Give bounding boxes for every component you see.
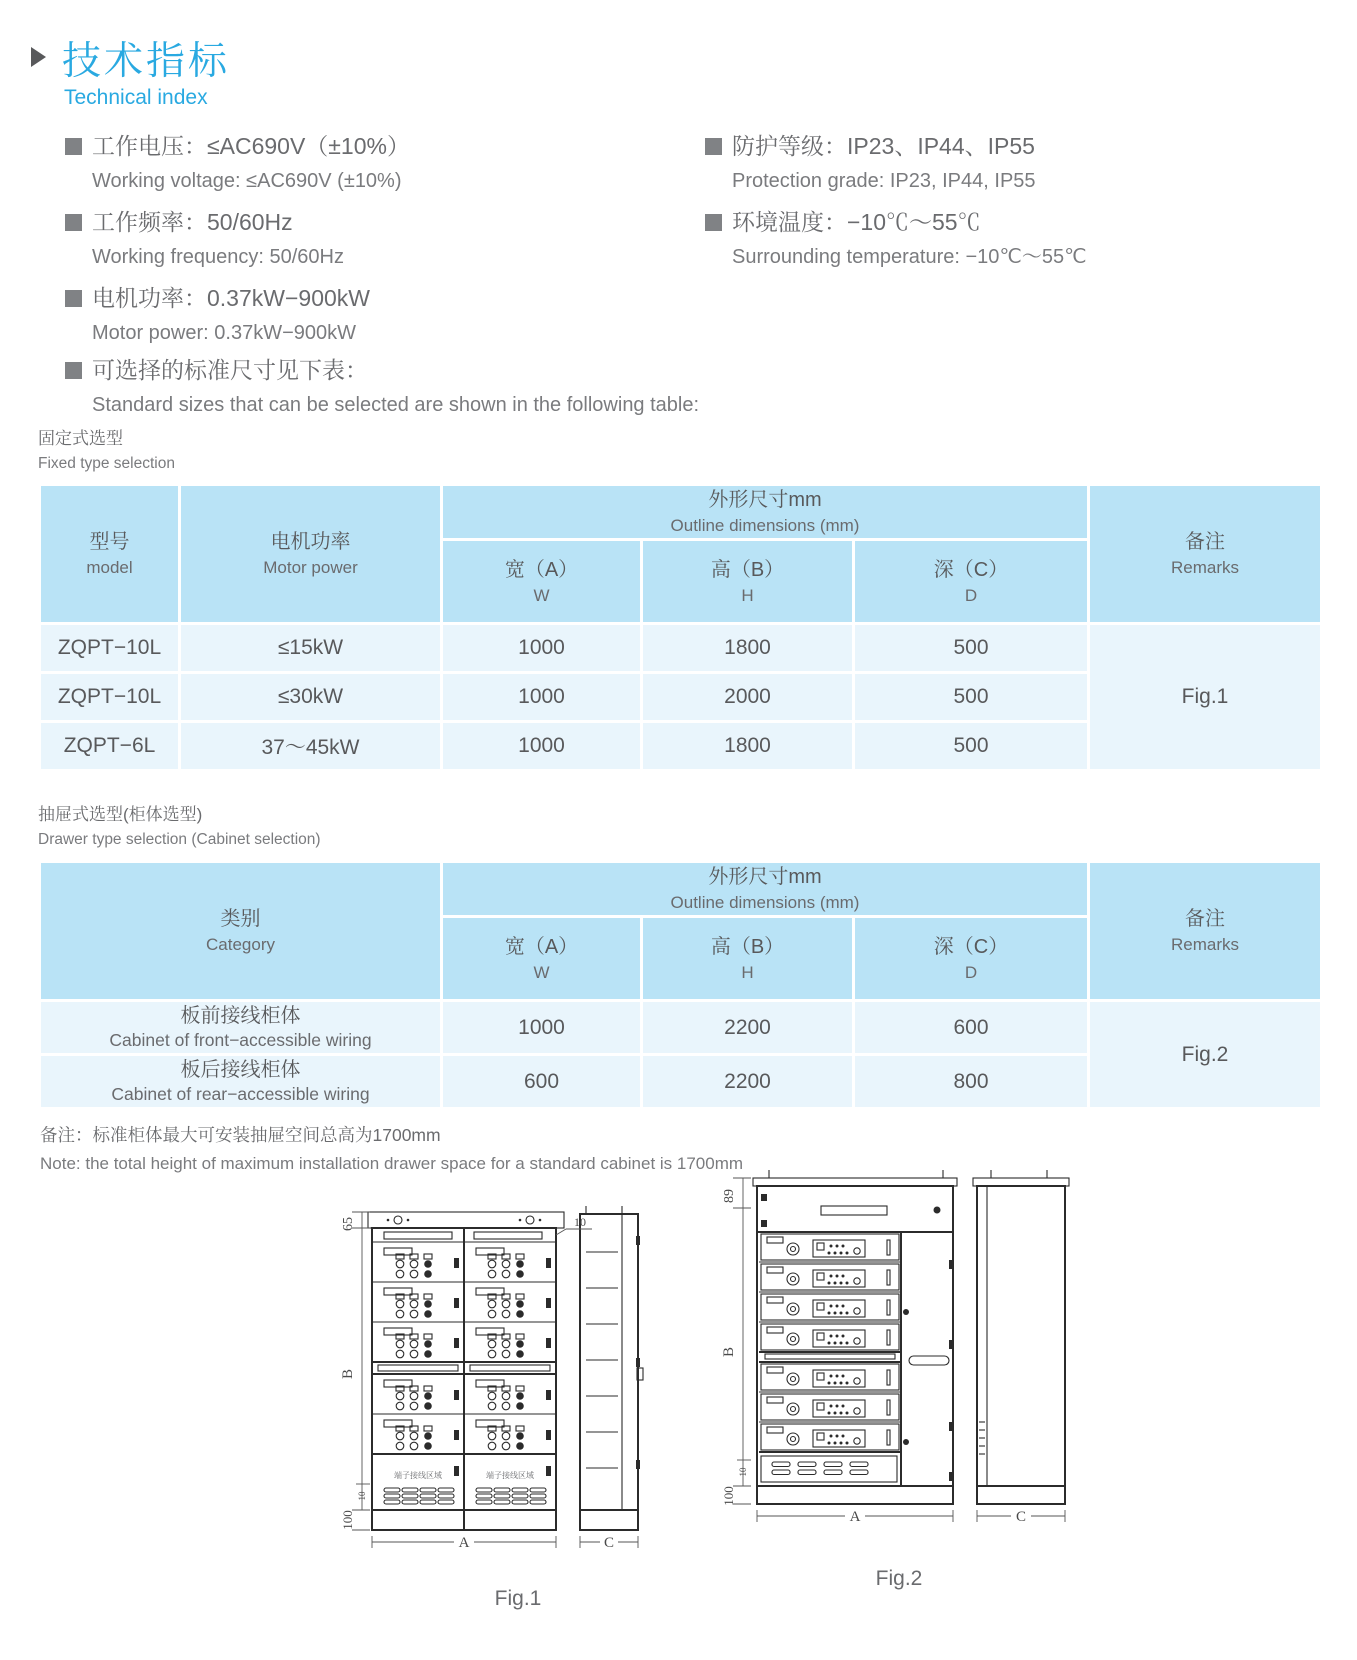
cell-category [40,1001,442,1055]
cell-model: ZQPT−10L [40,624,180,673]
fixed-table-section-label [38,424,175,473]
spec-item-temperature [705,204,1310,274]
header-motor-en: Motor power [263,558,358,577]
cell-width: 1000 [442,624,642,673]
col-header-remarks [1089,862,1322,1001]
page-title-cn: 技术指标 [62,40,231,83]
header-w-cn: 宽（A） [504,935,579,958]
header-category-cn: 类别 [220,908,261,930]
fig1-caption: Fig.1 [494,1587,542,1610]
col-header-category [40,862,442,1001]
header-remarks-cn: 备注 [1185,908,1225,930]
spec-cn-text: 工作频率：50/60Hz [92,209,293,235]
fig1-dim-vent: 10 [357,1491,367,1501]
cell-depth: 500 [854,673,1089,722]
header-remarks-cn: 备注 [1185,531,1225,553]
col-header-height [642,917,854,1001]
cell-height: 1800 [642,722,854,771]
header-h-cn: 高（B） [710,935,785,958]
spec-cn-text: 工作电压：≤AC690V（±10%） [92,133,410,159]
header-remarks-en: Remarks [1170,558,1239,577]
cell-depth: 600 [854,1001,1089,1055]
bullet-square-icon [65,214,82,231]
fig1-dim-base: 100 [340,1510,355,1530]
fig2-dim-vent: 10 [738,1467,748,1477]
cell-category-cn: 板前接线柜体 [180,1005,301,1027]
header-d-cn: 深（C） [933,935,1009,958]
spec-item-motor-power [65,280,705,350]
section-label-cn: 抽屉式选型(柜体选型) [38,805,203,824]
cell-remark: Fig.1 [1089,624,1322,771]
fig1-block [322,1198,714,1611]
spec-item-frequency [65,204,705,274]
fig1-dim-top: 65 [341,1217,356,1231]
fig1-front-view [368,1212,564,1530]
bullet-square-icon [65,362,82,379]
header-outline-en: Outline dimensions (mm) [670,893,860,912]
spec-en-text: Protection grade: IP23, IP44, IP55 [732,170,1036,192]
spec-en-text: Standard sizes that can be selected are shown in the following table: [92,394,700,416]
fixed-type-table [38,483,1323,772]
note-cn: 备注：标准柜体最大可安装抽屉空间总高为1700mm [40,1125,441,1145]
header-d-en: D [964,585,978,605]
header-outline-en: Outline dimensions (mm) [670,516,860,535]
col-header-model [40,485,180,624]
fig2-caption: Fig.2 [875,1567,923,1590]
spec-en-text: Surrounding temperature: −10℃～55℃ [732,246,1087,268]
fig1-terminal-label: 端子接线区域 [394,1471,442,1480]
col-header-height [642,540,854,624]
header-model-cn: 型号 [89,531,130,553]
spec-en-text: Motor power: 0.37kW−900kW [92,322,356,344]
cell-model: ZQPT−6L [40,722,180,771]
header-h-en: H [741,585,754,605]
cell-height: 2000 [642,673,854,722]
fig2-block [703,1160,1095,1591]
header-w-en: W [533,585,550,605]
bullet-square-icon [705,138,722,155]
header-outline-cn: 外形尺寸mm [708,866,822,888]
fig1-cabinet-drawing [322,1198,714,1556]
cell-height: 2200 [642,1055,854,1109]
fig1-side-view [580,1206,643,1530]
header-w-cn: 宽（A） [504,558,579,581]
cell-model: ZQPT−10L [40,673,180,722]
col-header-width [442,540,642,624]
cell-category [40,1055,442,1109]
cell-width: 600 [442,1055,642,1109]
cell-width: 1000 [442,1001,642,1055]
fig1-dim-height: B [340,1368,356,1380]
spec-cn-text: 可选择的标准尺寸见下表： [92,357,368,383]
fig2-dim-base: 100 [721,1486,736,1506]
fig2-dim-depth: C [1015,1509,1027,1525]
header-w-en: W [533,962,550,982]
table-row [40,624,1322,673]
header-model-en: model [86,558,133,577]
cell-motor: ≤30kW [180,673,442,722]
fig1-dim-top-right: 10 [574,1215,586,1229]
fig2-dim-width: A [849,1509,861,1525]
col-header-outline [442,485,1089,540]
cell-motor: 37～45kW [180,722,442,771]
cell-depth: 500 [854,722,1089,771]
section-label-en: Drawer type selection (Cabinet selection) [38,831,321,848]
cell-category-en: Cabinet of rear−accessible wiring [111,1084,370,1104]
spec-en-text: Working voltage: ≤AC690V (±10%) [92,170,402,192]
spec-column-left [65,128,705,356]
fig1-dim-width: A [458,1535,470,1551]
col-header-depth [854,540,1089,624]
cell-category-en: Cabinet of front−accessible wiring [109,1030,372,1050]
drawer-type-table [38,860,1323,1110]
spec-cn-text: 电机功率：0.37kW−900kW [92,285,370,311]
cell-remark: Fig.2 [1089,1001,1322,1109]
section-arrow-icon [31,47,46,67]
col-header-motor-power [180,485,442,624]
fig2-side-view [973,1170,1069,1504]
fig1-terminal-label: 端子接线区域 [486,1471,534,1480]
col-header-remarks [1089,485,1322,624]
page-title-en: Technical index [64,86,208,109]
cell-width: 1000 [442,673,642,722]
cell-depth: 500 [854,624,1089,673]
cell-motor: ≤15kW [180,624,442,673]
header-remarks-en: Remarks [1170,935,1239,954]
fig2-front-view [753,1170,957,1504]
header-d-cn: 深（C） [933,558,1009,581]
cell-category-cn: 板后接线柜体 [180,1059,301,1081]
bullet-square-icon [705,214,722,231]
fig1-dim-depth: C [603,1535,615,1551]
drawer-table-section-label [38,800,321,849]
table-note [40,1122,743,1174]
cell-height: 1800 [642,624,854,673]
spec-cn-text: 环境温度：−10℃～55℃ [732,209,981,235]
header-h-en: H [741,962,754,982]
spec-cn-text: 防护等级：IP23、IP44、IP55 [732,133,1035,159]
spec-item-standard-sizes [65,352,699,422]
col-header-width [442,917,642,1001]
section-label-en: Fixed type selection [38,455,175,472]
header-d-en: D [964,962,978,982]
spec-en-text: Working frequency: 50/60Hz [92,246,344,268]
header-motor-cn: 电机功率 [270,531,351,553]
section-label-cn: 固定式选型 [38,429,123,448]
header-h-cn: 高（B） [710,558,785,581]
fig2-dim-height: B [721,1346,737,1358]
cell-width: 1000 [442,722,642,771]
spec-item-protection [705,128,1310,198]
col-header-outline [442,862,1089,917]
bullet-square-icon [65,290,82,307]
spec-item-voltage [65,128,705,198]
header-outline-cn: 外形尺寸mm [708,489,822,511]
bullet-square-icon [65,138,82,155]
note-en: Note: the total height of maximum installation drawer space for a standard cabinet is 1700mm [40,1154,744,1173]
spec-list [65,128,1310,356]
table-row [40,1001,1322,1055]
header-category-en: Category [206,935,275,954]
fig2-dim-top: 89 [722,1189,737,1203]
cell-height: 2200 [642,1001,854,1055]
fig2-cabinet-drawing [703,1160,1095,1532]
spec-column-right [705,128,1310,356]
col-header-depth [854,917,1089,1001]
cell-depth: 800 [854,1055,1089,1109]
